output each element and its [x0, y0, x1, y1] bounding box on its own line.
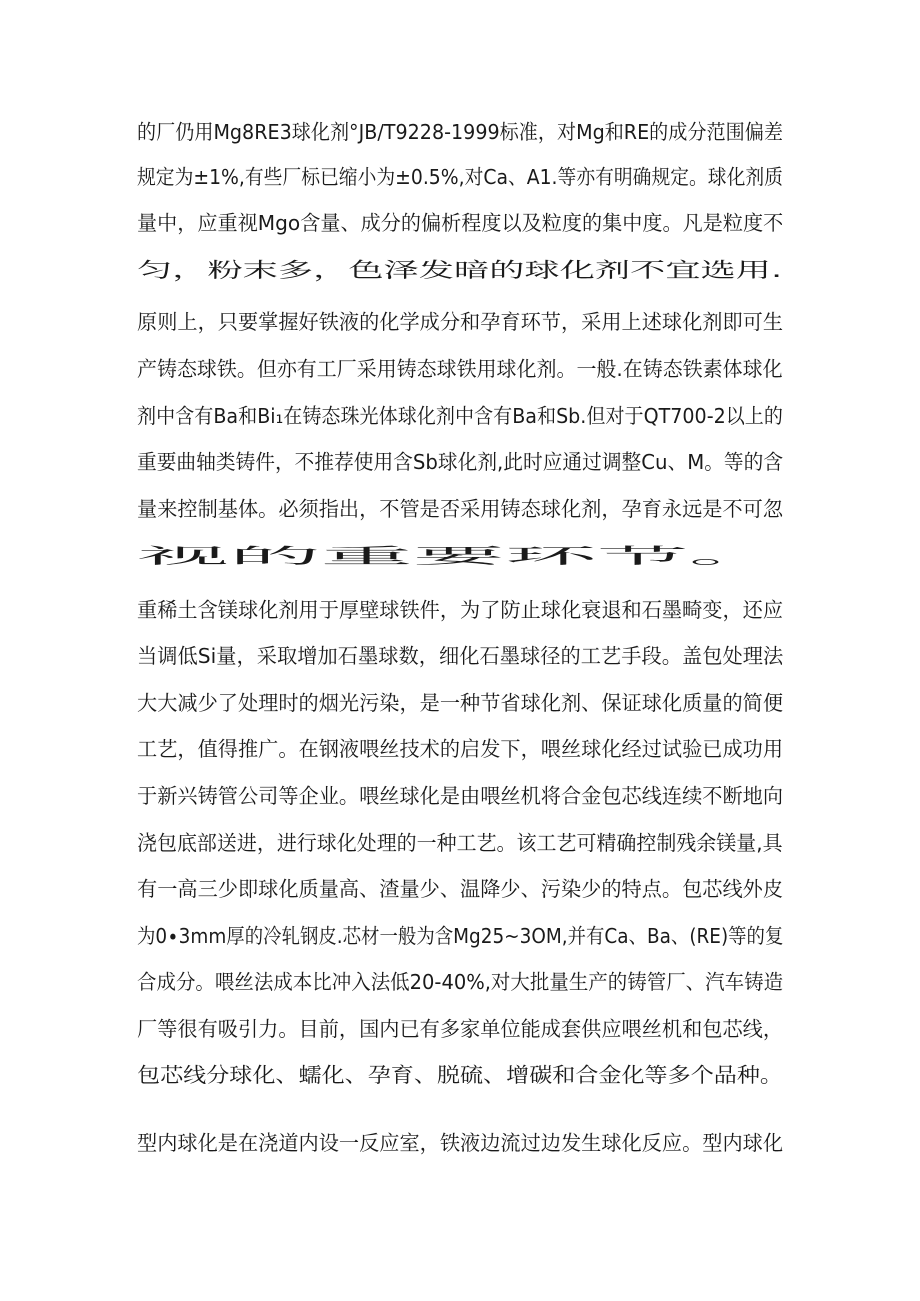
text-line: 匀，粉末多，色泽发暗的球化剂不宜选用.: [137, 258, 783, 282]
text-line: 原则上，只要掌握好铁液的化学成分和孕育环节，采用上述球化剂即可生: [137, 310, 784, 334]
text-line: 的厂仍用Mg8RE3球化剂°JB∕T9228-1999标准，对Mg和RE的成分范围偏差: [137, 120, 783, 144]
text-line: 产铸态球铁。但亦有工厂采用铸态球铁用球化剂。一般.在铸态铁素体球化: [137, 357, 783, 381]
text-line: 工艺，值得推广。在钢液喂丝技术的启发下，喂丝球化经过试验已成功用: [137, 737, 784, 761]
text-line: 当调低Si量，采取增加石墨球数，细化石墨球径的工艺手段。盖包处理法: [137, 644, 784, 668]
text-line: 浇包底部送进，进行球化处理的一种工艺。该工艺可精确控制残余镁量,具: [137, 831, 783, 855]
text-line: 型内球化是在浇道内设一反应室，铁液边流过边发生球化反应。型内球化: [137, 1131, 784, 1155]
text-line: 量来控制基体。必须指出，不管是否采用铸态球化剂，孕育永远是不可忽: [137, 497, 784, 521]
text-line: 重要曲轴类铸件，不推荐使用含Sb球化剂,此时应通过调整Cu、M。等的含: [137, 450, 784, 474]
text-line: 合成分。喂丝法成本比冲入法低20-40%,对大批量生产的铸管厂、汽车铸造: [137, 970, 784, 994]
text-line: 厂等很有吸引力。目前，国内已有多家单位能成套供应喂丝机和包芯线，: [137, 1017, 784, 1041]
text-line: 于新兴铸管公司等企业。喂丝球化是由喂丝机将合金包芯线连续不断地向: [137, 784, 784, 808]
text-line: 规定为±1%,有些厂标已缩小为±0.5%,对Ca、A1.等亦有明确规定。球化剂质: [137, 165, 783, 189]
text-line: 剂中含有Ba和Bi₁在铸态珠光体球化剂中含有Ba和Sb.但对于QT700-2以上的: [137, 404, 783, 428]
text-line: 包芯线分球化、蠕化、孕育、脱硫、增碳和合金化等多个品种。: [137, 1063, 783, 1087]
text-line: 为0∙3mm厚的冷轧钢皮.芯材一般为含Mg25~3OM,并有Ca、Ba、(RE)等的复: [137, 924, 784, 948]
text-line: 大大减少了处理时的烟光污染，是一种节省球化剂、保证球化质量的简便: [137, 691, 784, 715]
text-line: 重稀土含镁球化剂用于厚壁球铁件，为了防止球化衰退和石墨畸变，还应: [137, 598, 784, 622]
text-line: 量中，应重视Mgo含量、成分的偏析程度以及粒度的集中度。凡是粒度不: [137, 211, 784, 235]
text-line: 有一高三少即球化质量高、渣量少、温降少、污染少的特点。包芯线外皮: [137, 877, 784, 901]
text-line: 视的重要环节。: [137, 544, 781, 568]
